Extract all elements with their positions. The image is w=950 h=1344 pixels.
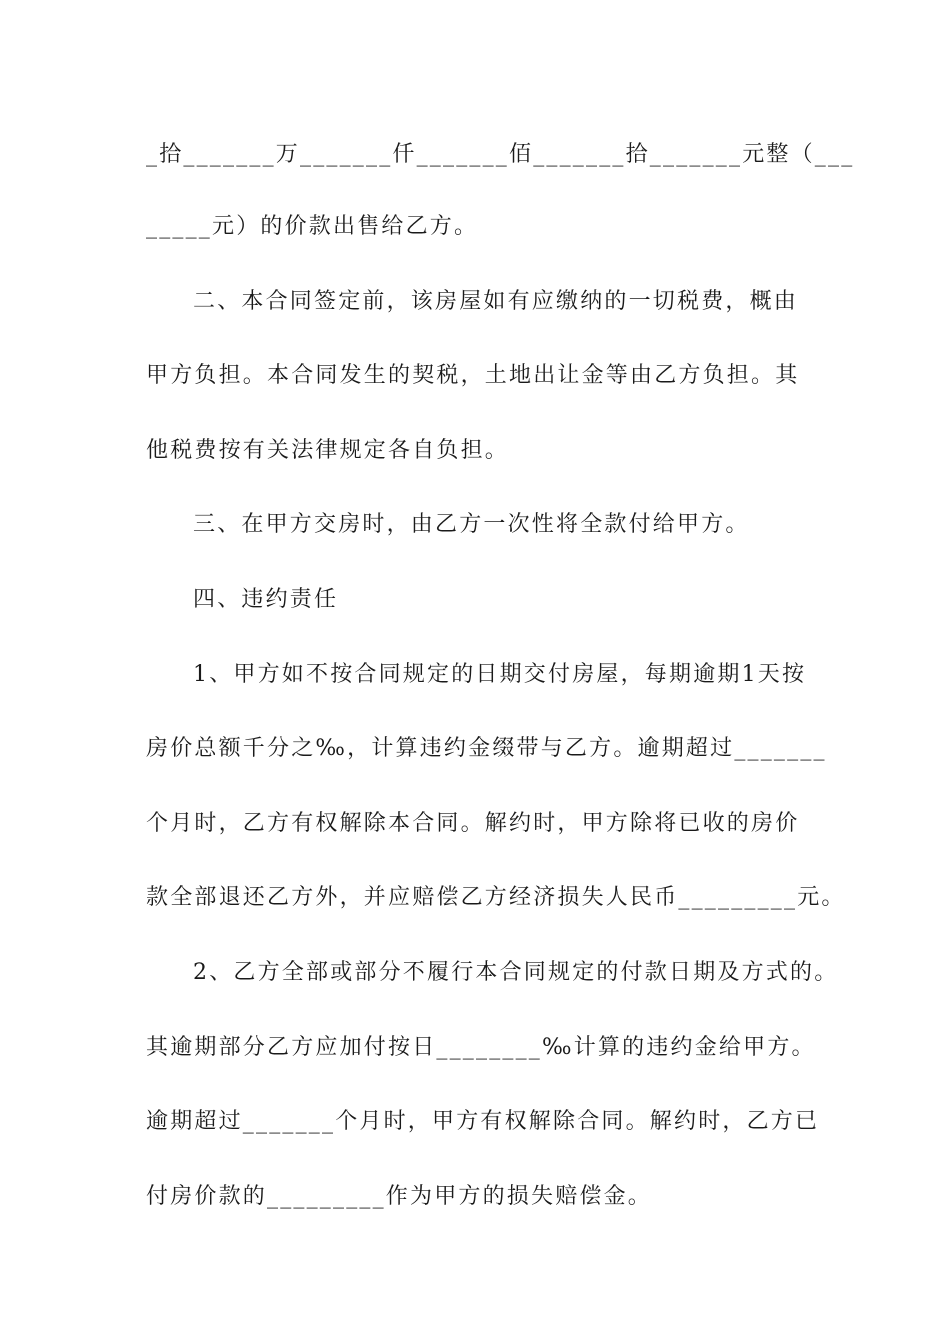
text-line: 他税费按有关法律规定各自负担。 (146, 438, 510, 463)
text-line: 个月时，乙方有权解除本合同。解约时，甲方除将已收的房价 (146, 811, 800, 836)
clause-2-line: 二、本合同签定前，该房屋如有应缴纳的一切税费，概由 (193, 289, 799, 314)
text-line: 房价总额千分之‰，计算违约金缀带与乙方。逾期超过_______ (146, 736, 827, 761)
text-line: 付房价款的_________作为甲方的损失赔偿金。 (146, 1184, 653, 1209)
clause-3-line: 三、在甲方交房时，由乙方一次性将全款付给甲方。 (193, 512, 750, 537)
text-line: 款全部退还乙方外，并应赔偿乙方经济损失人民币_________元。 (146, 885, 846, 910)
text-line: 其逾期部分乙方应加付按日________‰计算的违约金给甲方。 (146, 1035, 816, 1060)
text-line: 甲方负担。本合同发生的契税，土地出让金等由乙方负担。其 (146, 363, 800, 388)
section-heading: 四、违约责任 (193, 587, 339, 612)
text-line: 逾期超过_______个月时，甲方有权解除合同。解约时，乙方已 (146, 1109, 820, 1134)
item-1-line: 1、甲方如不按合同规定的日期交付房屋，每期逾期1天按 (193, 662, 807, 687)
text-line: _____元）的价款出售给乙方。 (146, 214, 479, 239)
item-2-line: 2、乙方全部或部分不履行本合同规定的付款日期及方式的。 (193, 960, 839, 985)
text-line: _拾_______万_______仟_______佰_______拾_______元整（___ (146, 142, 855, 167)
